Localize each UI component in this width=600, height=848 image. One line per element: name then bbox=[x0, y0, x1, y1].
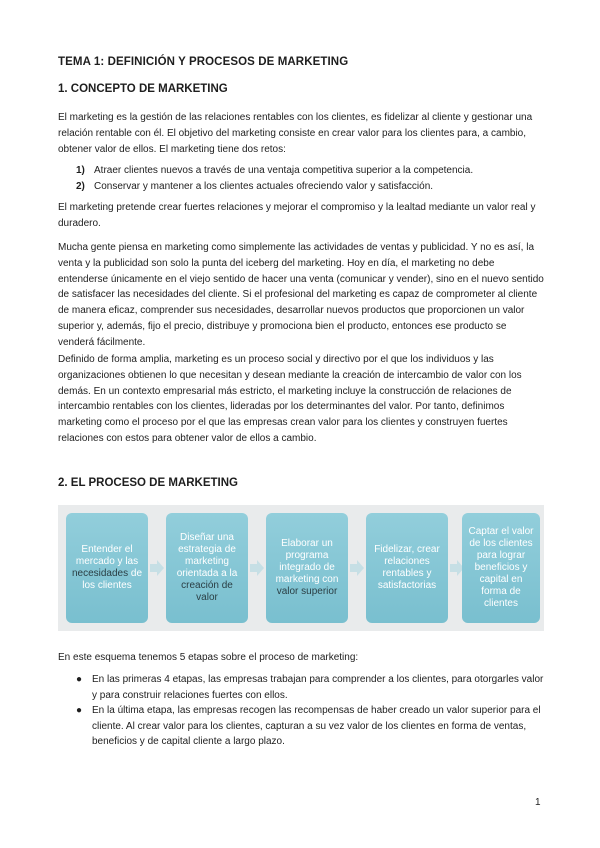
step-text: Diseñar una estrategia de marketing orientada a la bbox=[176, 532, 238, 579]
list-item bbox=[76, 703, 544, 750]
paragraph-esquema-intro: En este esquema tenemos 5 etapas sobre el proceso de marketing: bbox=[58, 652, 359, 663]
step-text: Fidelizar, crear relaciones rentables y satisfactorias bbox=[374, 544, 440, 591]
section-2-heading: 2. EL PROCESO DE MARKETING bbox=[58, 477, 238, 489]
list-text: Atraer clientes nuevos a través de una ventaja competitiva superior a la competencia. bbox=[94, 165, 474, 176]
process-step-1 bbox=[66, 513, 148, 623]
document-title: TEMA 1: DEFINICIÓN Y PROCESOS DE MARKETING bbox=[58, 56, 349, 68]
list-text: En las primeras 4 etapas, las empresas trabajan para comprender a los clientes, para otorgarles valor y para construir relaciones fuertes con ellos. bbox=[92, 674, 544, 701]
arrow-icon bbox=[350, 559, 364, 577]
process-step-5 bbox=[462, 513, 540, 623]
section-1-heading: 1. CONCEPTO DE MARKETING bbox=[58, 83, 228, 95]
step-highlight: valor superior bbox=[276, 586, 338, 597]
paragraph-definicion-amplia: Definido de forma amplia, marketing es un proceso social y directivo por el que los individuos y las organizaciones obtienen lo que necesitan y desean mediante la creación de intercambio de valor con los demás. En un contexto empresarial más estricto, el marketing incluye la construcción de relaciones de intercambio rentables con los clientes, lideradas por los determinantes del valor. Por tanto, definimos marketing como el proceso por el que las empresas crean valor para los clientes y construyen fuertes relaciones con estos para obtener valor de ellos a cambio. bbox=[58, 354, 522, 444]
step-text: Captar el valor de los clientes para lograr beneficios y capital en forma de clientes bbox=[468, 526, 534, 609]
arrow-icon bbox=[150, 559, 164, 577]
process-step-2 bbox=[166, 513, 248, 623]
list-item bbox=[76, 672, 544, 703]
marketing-process-diagram bbox=[58, 505, 544, 631]
list-item bbox=[76, 163, 546, 179]
paragraph-definition: El marketing es la gestión de las relaciones rentables con los clientes, es fidelizar al cliente y gestionar una relación rentable con él. El objetivo del marketing consiste en crear valor para los clientes para, a cambio, obtener valor de ellos. El marketing tiene dos retos: bbox=[58, 112, 533, 155]
step-text: Elaborar un programa integrado de marketing con bbox=[275, 538, 339, 585]
paragraph-relaciones: El marketing pretende crear fuertes relaciones y mejorar el compromiso y la lealtad mediante un valor real y duradero. bbox=[58, 202, 536, 229]
retos-list bbox=[76, 163, 546, 194]
process-step-3 bbox=[266, 513, 348, 623]
list-text: Conservar y mantener a los clientes actuales ofreciendo valor y satisfacción. bbox=[94, 180, 434, 192]
list-number: 2) bbox=[76, 180, 85, 192]
process-step-4 bbox=[366, 513, 448, 623]
step-text: Entender el mercado y las bbox=[75, 544, 139, 567]
step-highlight: creación de valor bbox=[181, 580, 233, 603]
list-item bbox=[76, 179, 546, 195]
arrow-icon bbox=[250, 559, 264, 577]
paragraph-iceberg: Mucha gente piensa en marketing como simplemente las actividades de ventas y publicidad. Y no es así, la venta y la publicidad son solo la punta del iceberg del marketing. Hoy en día, el marketing no debe entenderse únicamente en el viejo sentido de hacer una venta (comunicar y vender), sino en el nuevo sentido de satisfacer las necesidades del cliente. Si el profesional del marketing es capaz de comprometer al cliente de manera eficaz, comprender sus necesidades, desarrollar nuevos productos que proporcionen un valor superior y, además, fijo el precio, distribuye y promociona bien el producto, entonces ese producto se venderá fácilmente. bbox=[58, 242, 544, 348]
etapas-bullet-list bbox=[76, 672, 544, 750]
list-number: 1) bbox=[76, 165, 85, 176]
page-number: 1 bbox=[535, 797, 541, 808]
step-highlight: necesidades bbox=[71, 568, 129, 579]
bullet-icon: ● bbox=[76, 674, 83, 685]
list-text: En la última etapa, las empresas recogen las recompensas de haber creado un valor superior para el cliente. Al crear valor para los clientes, capturan a su vez valor de los clientes en forma de ventas, beneficios y de capital cliente a largo plazo. bbox=[92, 705, 541, 747]
bullet-icon: ● bbox=[76, 705, 83, 716]
step-text-end: de los clientes bbox=[82, 568, 143, 591]
